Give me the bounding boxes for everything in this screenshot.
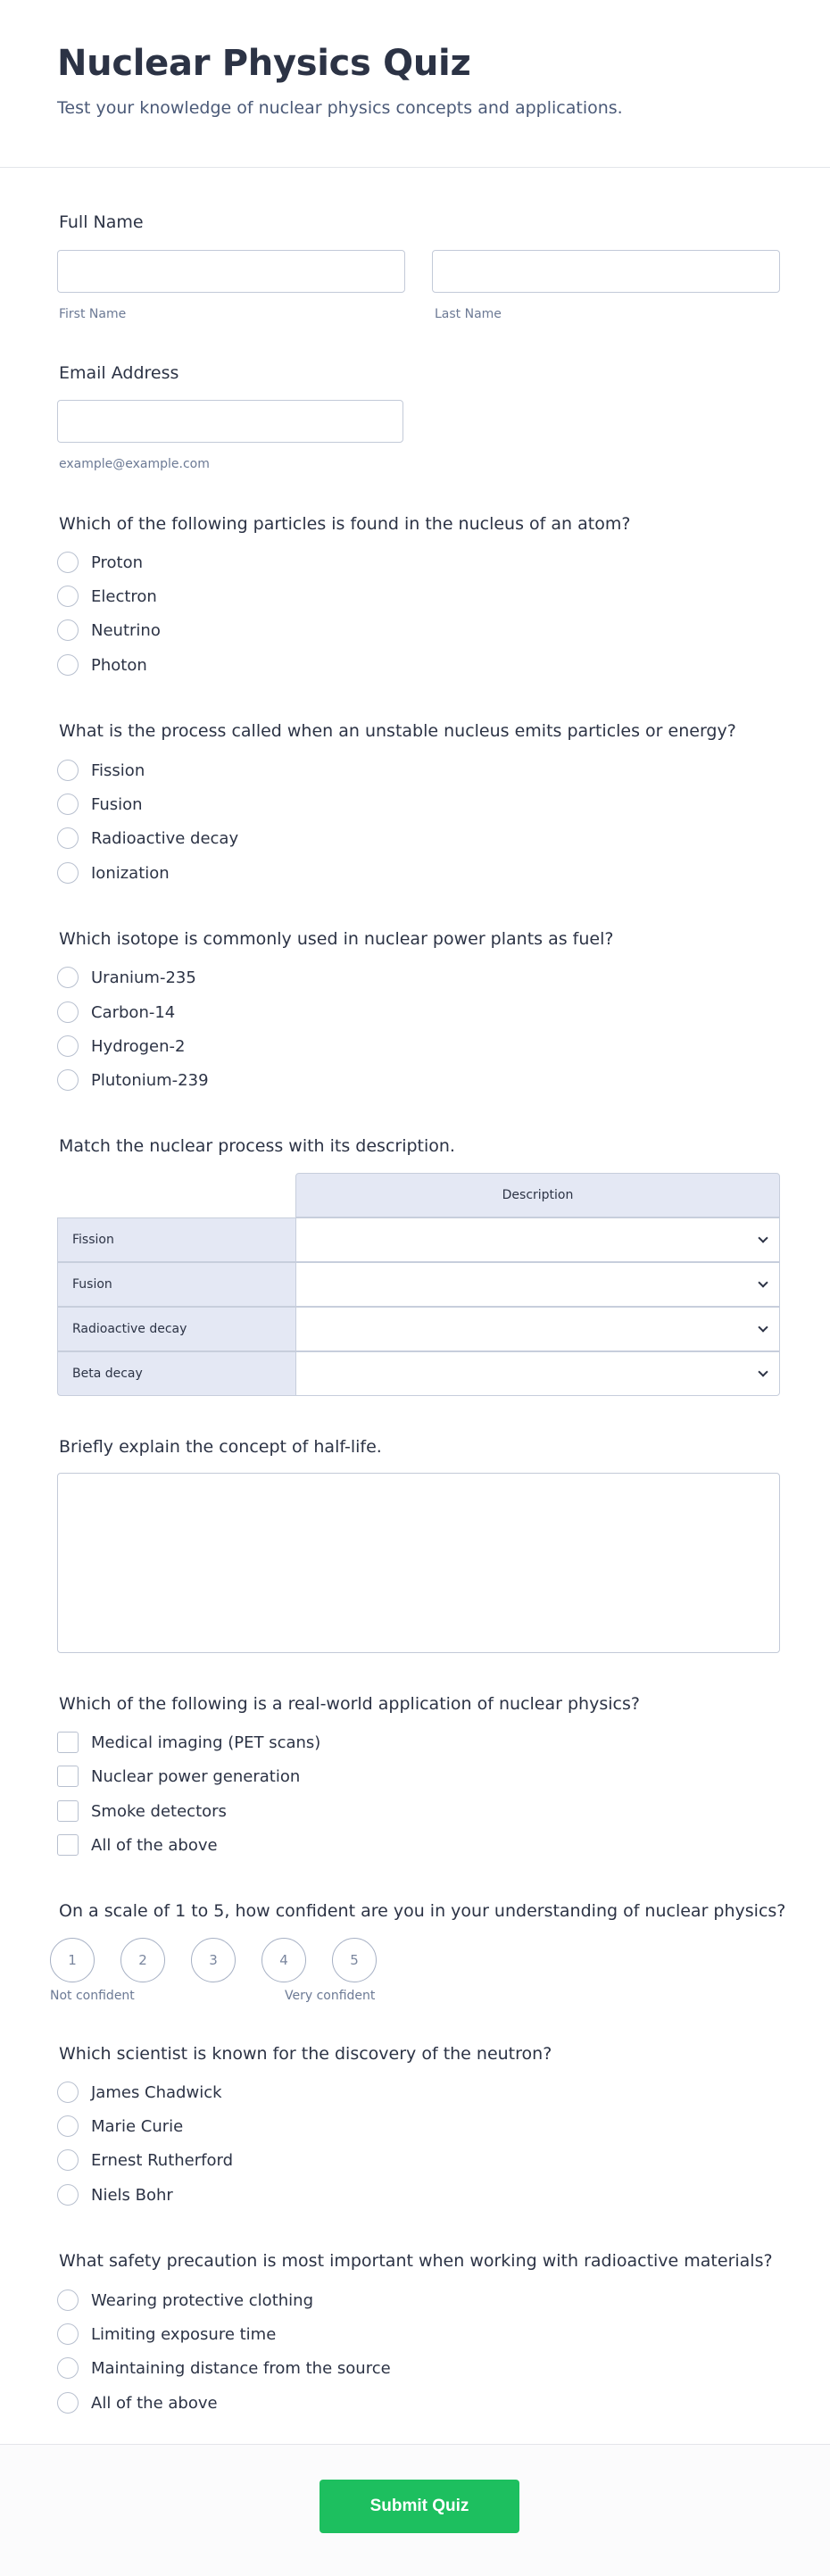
q1-option-neutrino[interactable]: Neutrino (57, 618, 161, 643)
full-name-label: Full Name (59, 212, 144, 232)
matrix-row-label: Beta decay (57, 1351, 295, 1396)
q1-question: Which of the following particles is found in the nucleus of an atom? (59, 514, 631, 534)
page-title: Nuclear Physics Quiz (57, 43, 471, 84)
chevron-down-icon (758, 1233, 768, 1242)
q8-question: Which scientist is known for the discovery of the neutron? (59, 2044, 552, 2064)
q8-option-ernest-rutherford[interactable]: Ernest Rutherford (57, 2148, 233, 2173)
last-name-input[interactable] (432, 250, 780, 293)
q1-option-photon[interactable]: Photon (57, 652, 147, 677)
scale-option-4[interactable]: 4 (261, 1938, 306, 1982)
radio-icon[interactable] (57, 967, 79, 988)
radio-icon[interactable] (57, 2357, 79, 2379)
q6-option-nuclear-power[interactable]: Nuclear power generation (57, 1764, 300, 1789)
q2-option-radioactive-decay[interactable]: Radioactive decay (57, 826, 238, 851)
matrix-row-label: Radioactive decay (57, 1307, 295, 1351)
q3-question: Which isotope is commonly used in nuclear power plants as fuel? (59, 929, 614, 949)
last-name-sublabel: Last Name (435, 307, 502, 321)
email-sublabel: example@example.com (59, 457, 210, 471)
radio-icon[interactable] (57, 586, 79, 607)
scale-option-1[interactable]: 1 (50, 1938, 95, 1982)
checkbox-icon[interactable] (57, 1732, 79, 1753)
radio-icon[interactable] (57, 760, 79, 781)
radio-icon[interactable] (57, 619, 79, 641)
radio-icon[interactable] (57, 654, 79, 676)
email-label: Email Address (59, 363, 179, 383)
q2-option-ionization[interactable]: Ionization (57, 860, 170, 885)
matrix-dropdown[interactable] (295, 1217, 780, 1262)
radio-icon[interactable] (57, 2149, 79, 2171)
checkbox-icon[interactable] (57, 1766, 79, 1787)
q2-question: What is the process called when an unstable nucleus emits particles or energy? (59, 721, 736, 741)
scale-high-label: Very confident (285, 1989, 376, 2003)
scale-option-3[interactable]: 3 (191, 1938, 236, 1982)
radio-icon[interactable] (57, 2323, 79, 2345)
form-header (0, 0, 830, 168)
q6-option-medical-imaging[interactable]: Medical imaging (PET scans) (57, 1730, 320, 1755)
radio-icon[interactable] (57, 2115, 79, 2137)
q3-option-carbon-14[interactable]: Carbon-14 (57, 1000, 175, 1025)
page-subtitle: Test your knowledge of nuclear physics concepts and applications. (57, 98, 623, 118)
matrix-row-label: Fusion (57, 1262, 295, 1307)
chevron-down-icon (758, 1367, 768, 1376)
q9-option-limiting-exposure[interactable]: Limiting exposure time (57, 2322, 276, 2347)
checkbox-icon[interactable] (57, 1800, 79, 1822)
matrix-row (57, 1262, 780, 1307)
scale-option-5[interactable]: 5 (332, 1938, 377, 1982)
matrix-row-label: Fission (57, 1217, 295, 1262)
matching-matrix (57, 1173, 780, 1396)
q8-option-marie-curie[interactable]: Marie Curie (57, 2114, 183, 2139)
q9-option-all-of-the-above[interactable]: All of the above (57, 2390, 218, 2415)
radio-icon[interactable] (57, 2289, 79, 2311)
q4-question: Match the nuclear process with its description. (59, 1136, 455, 1156)
scale-low-label: Not confident (50, 1989, 135, 2003)
q8-option-james-chadwick[interactable]: James Chadwick (57, 2080, 222, 2105)
q1-option-proton[interactable]: Proton (57, 550, 143, 575)
radio-icon[interactable] (57, 827, 79, 849)
q6-question: Which of the following is a real-world application of nuclear physics? (59, 1694, 640, 1714)
q1-option-electron[interactable]: Electron (57, 584, 157, 609)
matrix-dropdown[interactable] (295, 1351, 780, 1396)
q3-option-plutonium-239[interactable]: Plutonium-239 (57, 1068, 209, 1093)
q8-option-niels-bohr[interactable]: Niels Bohr (57, 2182, 173, 2207)
checkbox-icon[interactable] (57, 1834, 79, 1856)
radio-icon[interactable] (57, 1035, 79, 1057)
q3-option-hydrogen-2[interactable]: Hydrogen-2 (57, 1034, 186, 1059)
q5-question: Briefly explain the concept of half-life. (59, 1437, 382, 1457)
matrix-dropdown[interactable] (295, 1307, 780, 1351)
q3-option-uranium-235[interactable]: Uranium-235 (57, 965, 196, 990)
radio-icon[interactable] (57, 794, 79, 815)
matrix-row (57, 1217, 780, 1262)
radio-icon[interactable] (57, 552, 79, 573)
q6-option-smoke-detectors[interactable]: Smoke detectors (57, 1799, 227, 1824)
first-name-sublabel: First Name (59, 307, 127, 321)
matrix-dropdown[interactable] (295, 1262, 780, 1307)
matrix-column-header: Description (295, 1173, 780, 1217)
radio-icon[interactable] (57, 2082, 79, 2103)
radio-icon[interactable] (57, 1001, 79, 1023)
first-name-input[interactable] (57, 250, 405, 293)
email-input[interactable] (57, 400, 403, 443)
radio-icon[interactable] (57, 2184, 79, 2206)
q9-option-maintaining-distance[interactable]: Maintaining distance from the source (57, 2356, 391, 2381)
q7-question: On a scale of 1 to 5, how confident are you in your understanding of nuclear physics? (59, 1901, 786, 1921)
q2-option-fission[interactable]: Fission (57, 758, 145, 783)
radio-icon[interactable] (57, 1069, 79, 1091)
chevron-down-icon (758, 1322, 768, 1332)
q6-option-all-of-the-above[interactable]: All of the above (57, 1832, 218, 1857)
submit-button[interactable]: Submit Quiz (320, 2480, 519, 2533)
matrix-row (57, 1307, 780, 1351)
radio-icon[interactable] (57, 862, 79, 884)
q9-option-protective-clothing[interactable]: Wearing protective clothing (57, 2288, 313, 2313)
chevron-down-icon (758, 1277, 768, 1287)
scale-option-2[interactable]: 2 (120, 1938, 165, 1982)
radio-icon[interactable] (57, 2392, 79, 2414)
q9-question: What safety precaution is most important when working with radioactive materials? (59, 2251, 773, 2271)
q2-option-fusion[interactable]: Fusion (57, 792, 143, 817)
matrix-row (57, 1351, 780, 1396)
half-life-textarea[interactable] (57, 1473, 780, 1653)
